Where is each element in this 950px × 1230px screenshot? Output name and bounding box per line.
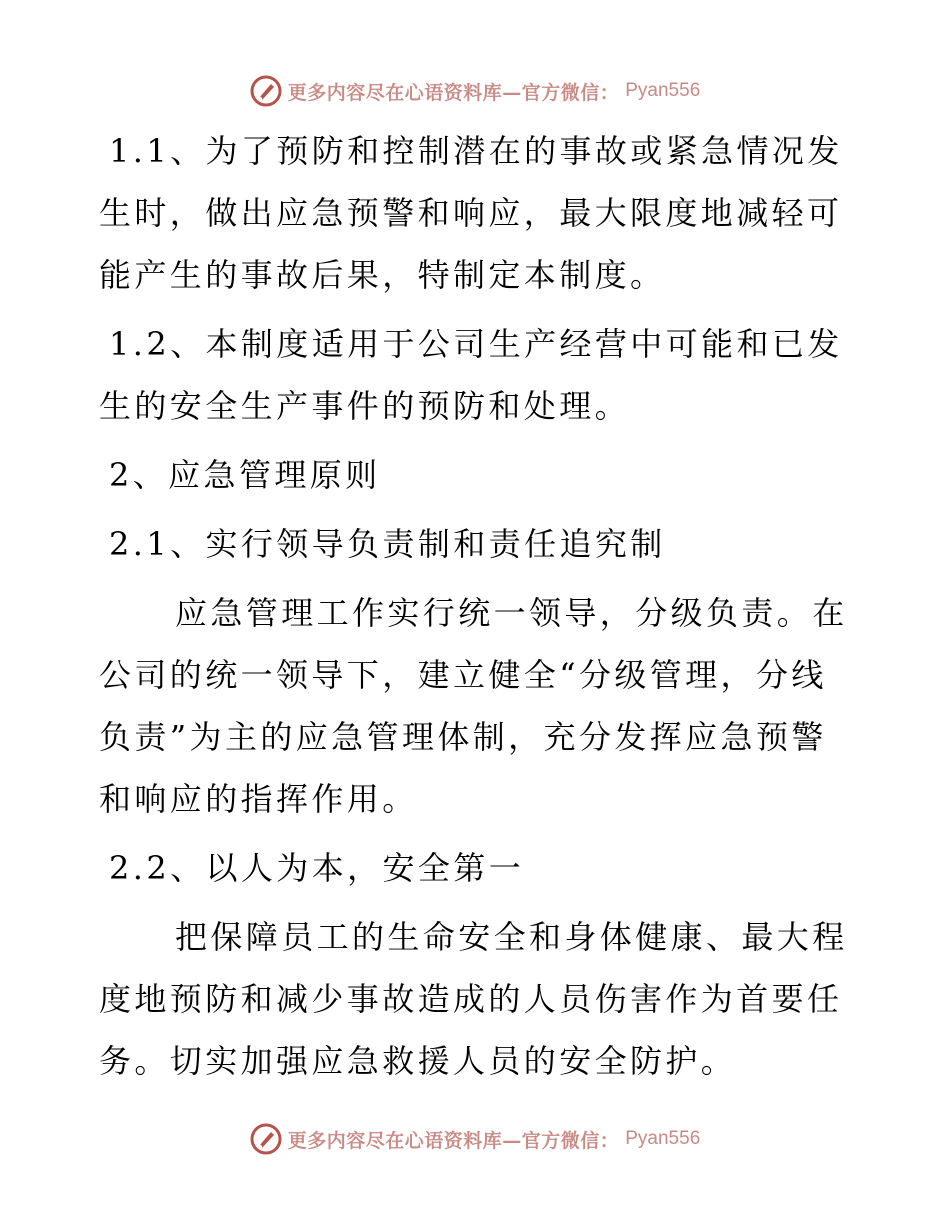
- paragraph-1-1: 1.1、为了预防和控制潜在的事故或紧急情况发生时，做出应急预警和响应，最大限度地减轻可能产生的事故后果，特制定本制度。: [99, 132, 843, 294]
- footer-watermark: [0, 1119, 950, 1159]
- section-heading-2: 2、应急管理原则: [109, 456, 381, 494]
- paragraph-1-2: 1.2、本制度适用于公司生产经营中可能和已发生的安全生产事件的预防和处理。: [99, 325, 843, 425]
- watermark-text: 更多内容尽在心语资料库—官方微信：: [287, 1129, 620, 1152]
- watermark-text: 更多内容尽在心语资料库—官方微信：: [287, 81, 620, 104]
- watermark-wechat-id: Pyan556: [625, 1128, 701, 1149]
- paragraph-2-1-body: 应急管理工作实行统一领导，分级负责。在公司的统一领导下，建立健全“分级管理，分线负责”为主的应急管理体制，充分发挥应急预警和响应的指挥作用。: [99, 594, 848, 818]
- watermark-wechat-id: Pyan556: [625, 80, 701, 101]
- subheading-2-2: 2.2、以人为本，安全第一: [109, 849, 525, 887]
- header-watermark: [0, 71, 950, 111]
- paragraph-2-2-body: 把保障员工的生命安全和身体健康、最大程度地预防和减少事故造成的人员伤害作为首要任务。切实加强应急救援人员的安全防护。: [99, 918, 848, 1080]
- pen-seal-logo-icon: [250, 75, 282, 107]
- document-body: [99, 120, 859, 1092]
- subheading-2-1: 2.1、实行领导负责制和责任追究制: [109, 525, 666, 563]
- pen-seal-logo-icon: [250, 1123, 282, 1155]
